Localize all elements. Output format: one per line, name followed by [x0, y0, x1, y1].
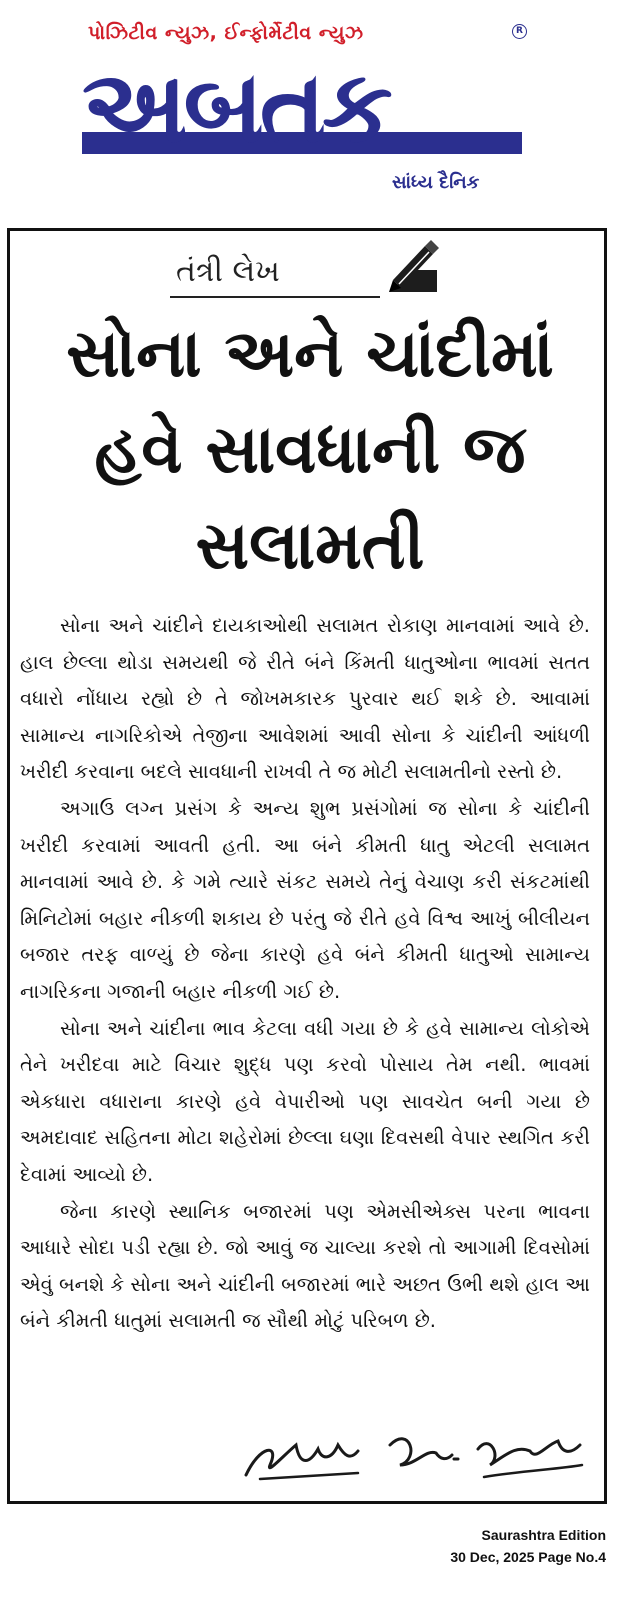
article-paragraph: સોના અને ચાંદીના ભાવ કેટલા વધી ગયા છે કે હવે સામાન્ય લોકોએ તેને ખરીદવા માટે વિચાર શુદ્ધ પણ કરવો પોસાય તેમ નથી. ભાવમાં એકધારા વધારાના કારણે હવે વેપારીઓ પણ સાવચેત બની ગયા છે અમદાવાદ સહિતના મોટા શહેરોમાં છેલ્લા ઘણા દિવસથી વેપાર સ્થગિત કરી દેવામાં આવ્યો છે. [20, 1016, 590, 1186]
masthead-tagline: પોઝિટીવ ન્યુઝ, ઈન્ફોર્મેટીવ ન્યુઝ [88, 22, 364, 44]
masthead-subtitle: સાંધ્ય દૈનિક [392, 172, 480, 193]
masthead [0, 0, 620, 205]
newspaper-logo: અબતક [82, 48, 389, 165]
pen-writing-icon [385, 240, 441, 298]
section-rule [170, 296, 380, 298]
section-label: તંત્રી લેખ [176, 254, 280, 289]
edition-name: Saurashtra Edition [481, 1527, 606, 1543]
edition-date-page: 30 Dec, 2025 Page No.4 [450, 1549, 606, 1565]
headline: સોના અને ચાંદીમાં હવે સાવધાની જ સલામતી [66, 315, 554, 584]
edition-info [450, 1524, 606, 1568]
article-paragraph: અગાઉ લગ્ન પ્રસંગ કે અન્ય શુભ પ્રસંગોમાં જ સોના કે ચાંદીની ખરીદી કરવામાં આવતી હતી. આ બંને કીમતી ધાતુ એટલી સલામત માનવામાં આવે છે. કે ગમે ત્યારે સંકટ સમયે તેનું વેચાણ કરી સંકટમાંથી મિનિટોમાં બહાર નીકળી શકાય છે પરંતુ જે રીતે હવે વિશ્વ આખું બીલીયન બજાર તરફ વાળ્યું છે જેના કારણે હવે બંને કીમતી ધાતુઓ સામાન્ય નાગરિકના ગજાની બહાર નીકળી ગઈ છે. [20, 796, 590, 1003]
article-body [20, 608, 590, 1340]
editor-signature [240, 1415, 590, 1495]
registered-mark-icon: R [512, 24, 527, 39]
article-paragraph: જેના કારણે સ્થાનિક બજારમાં પણ એમસીએક્સ પરના ભાવના આધારે સોદા પડી રહ્યા છે. જો આવું જ ચાલ્યા કરશે તો આગામી દિવસોમાં એવું બનશે કે સોના અને ચાંદીની બજારમાં ભારે અછત ઉભી થશે હાલ આ બંને કીમતી ધાતુમાં સલામતી જ સૌથી મોટું પરિબળ છે. [20, 1199, 590, 1333]
article-paragraph: સોના અને ચાંદીને દાયકાઓથી સલામત રોકાણ માનવામાં આવે છે. હાલ છેલ્લા થોડા સમયથી જે રીતે બંને કિંમતી ધાતુઓના ભાવમાં સતત વધારો નોંધાય રહ્યો છે તે જોખમકારક પુરવાર થઈ શકે છે. આવામાં સામાન્ય નાગરિકોએ તેજીના આવેશમાં આવી સોના કે ચાંદીની આંધળી ખરીદી કરવાના બદલે સાવધાની રાખવી તે જ મોટી સલામતીનો રસ્તો છે. [20, 614, 590, 784]
